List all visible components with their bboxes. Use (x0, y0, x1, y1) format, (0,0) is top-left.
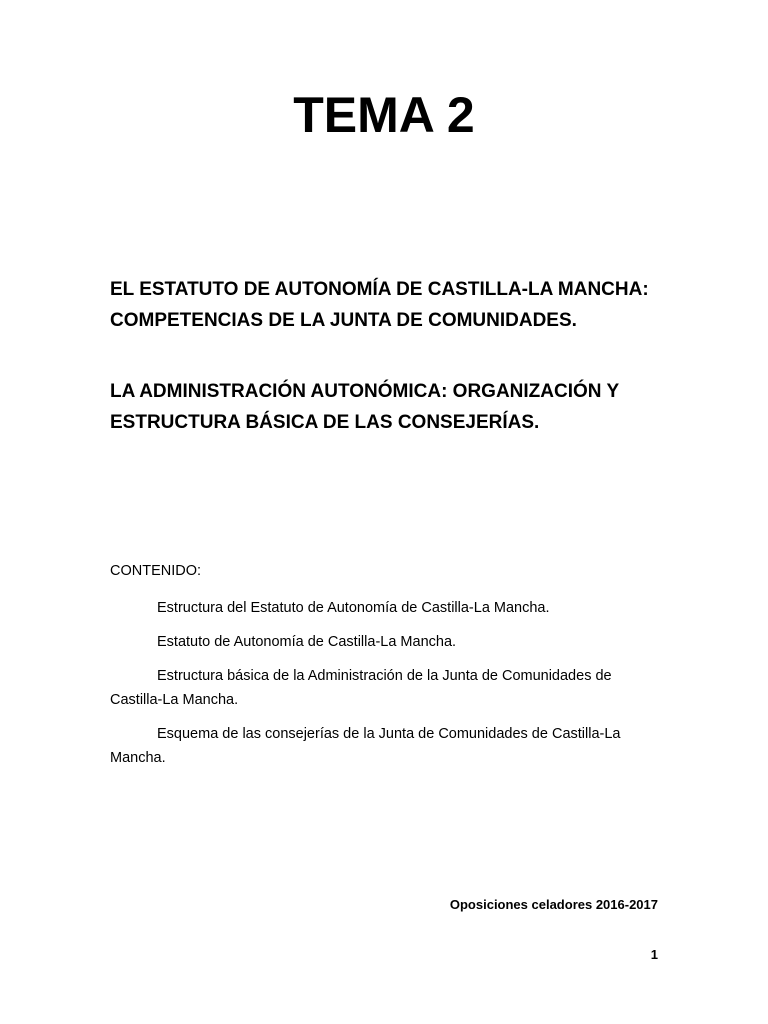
section-heading-administration: LA ADMINISTRACIÓN AUTONÓMICA: ORGANIZACIÓN Y ESTRUCTURA BÁSICA DE LAS CONSEJERÍAS. (110, 381, 619, 433)
contents-item: Estructura básica de la Administración de la Junta de Comunidades de Castilla-La Mancha. (110, 668, 612, 708)
contents-item: Esquema de las consejerías de la Junta de Comunidades de Castilla-La Mancha. (110, 726, 621, 766)
page-number: 1 (650, 947, 658, 962)
contents-item: Estructura del Estatuto de Autonomía de Castilla-La Mancha. (157, 600, 550, 616)
contents-list (110, 596, 655, 780)
footer-text: Oposiciones celadores 2016-2017 (449, 897, 658, 912)
contents-item: Estatuto de Autonomía de Castilla-La Mancha. (157, 634, 457, 650)
contents-label: CONTENIDO: (110, 563, 202, 579)
section-heading-statute: EL ESTATUTO DE AUTONOMÍA DE CASTILLA-LA MANCHA: COMPETENCIAS DE LA JUNTA DE COMUNIDADES. (110, 279, 649, 331)
page-title: TEMA 2 (293, 87, 475, 143)
